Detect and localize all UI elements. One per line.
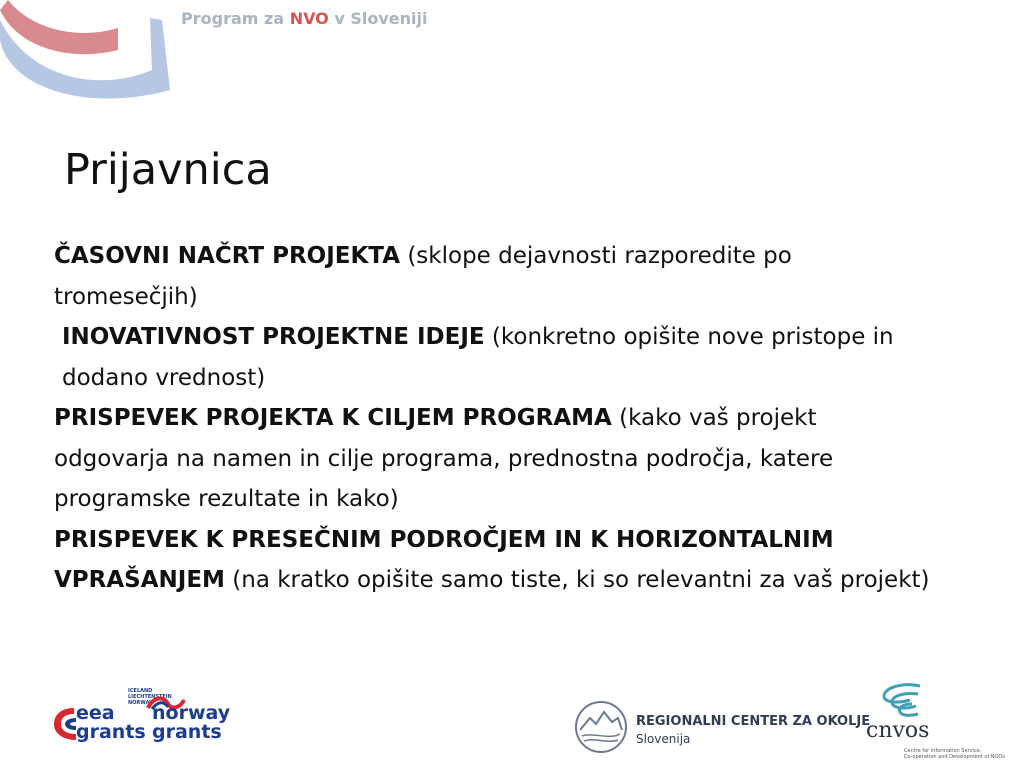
program-header [181,9,427,28]
eea-country: ICELAND [128,688,153,694]
eea-line1: eea [76,702,115,724]
program-accent: NVO [289,9,329,28]
program-prefix: Program za [181,9,285,28]
item-horizontal-issues [54,520,934,601]
rec-country: Slovenija [636,732,691,746]
cnvos-tagline-line2: Co-operation and Development of NGOs [904,754,1005,760]
eea-line2: grants [76,721,146,743]
program-suffix: v Sloveniji [334,9,428,28]
rec-logo [574,700,871,756]
item-heading: PRISPEVEK PROJEKTA K CILJEM PROGRAMA [54,405,612,431]
eea-country: NORWAY [128,700,153,706]
item-heading: ČASOVNI NAČRT PROJEKTA [54,243,401,269]
item-heading: INOVATIVNOST PROJEKTNE IDEJE [62,324,485,350]
eea-grants-logo [52,688,172,758]
rec-emblem-icon [574,700,628,754]
rec-name: REGIONALNI CENTER ZA OKOLJE [636,714,871,729]
decorative-arcs [0,0,175,110]
eea-wordmark [76,704,146,742]
item-innovation [54,317,934,398]
item-heading: PRISPEVEK K PRESEČNIM PODROČJEM IN K HORIZONTALNIM VPRAŠANJEM [54,526,834,593]
cnvos-wordmark: cnvos [866,718,930,743]
body-text [54,236,934,601]
norway-grants-logo [146,696,236,758]
cnvos-tagline-line1: Centre for Information Service, [904,748,982,754]
norway-wordmark [152,704,230,742]
item-description: (na kratko opišite samo tiste, ki so relevantni za vaš projekt) [224,567,930,593]
cnvos-swirl-icon [876,682,928,720]
slide-title: Prijavnica [64,145,272,195]
item-description: (sklope dejavnosti razporedite po tromesečjih) [54,243,792,310]
cnvos-tagline [904,748,1005,760]
cnvos-logo [866,682,1016,766]
norway-line2: grants [152,721,222,743]
item-description: (kako vaš projekt odgovarja na namen in cilje programa, prednostna področja, katere programske rezultate in kako) [54,405,834,512]
norway-line1: norway [152,702,231,724]
item-timeline [54,236,934,317]
item-program-goals [54,398,934,520]
eea-country: LIECHTENSTEIN [128,694,172,700]
item-description: (konkretno opišite nove pristope in dodano vrednost) [62,324,894,391]
